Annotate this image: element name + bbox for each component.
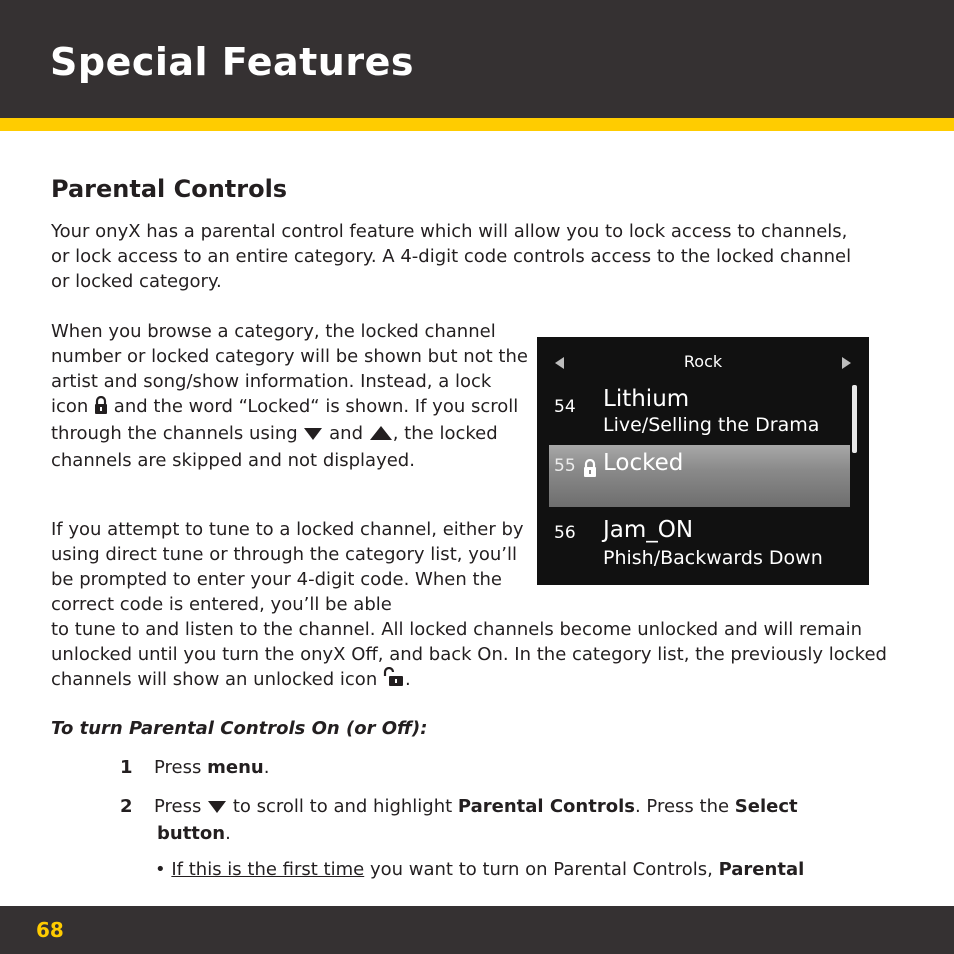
- unlock-paragraph: [51, 617, 901, 694]
- page-number: 68: [36, 918, 64, 942]
- lock-icon: [94, 396, 108, 421]
- step-2: [120, 794, 860, 846]
- step-text: .: [263, 757, 270, 778]
- scrollbar-thumb: [852, 385, 857, 453]
- channel-title: Lithium: [603, 386, 690, 412]
- channel-number: 55: [554, 456, 576, 476]
- button-label: button: [157, 823, 226, 844]
- step-text: . Press the: [634, 796, 730, 817]
- step-number: 2: [120, 796, 133, 817]
- step-text: .: [225, 823, 231, 844]
- channel-title: Jam_ON: [603, 517, 694, 543]
- unlock-text-a: to tune to and listen to the channel. All locked channels become unlocked and will remain unlocked until you turn the onyX Off, and back On. In the category list, the previously locked channels will show an unlocked icon: [51, 619, 887, 690]
- channel-subtitle: Live/Selling the Drama: [603, 414, 820, 436]
- select-label: Select: [734, 796, 798, 817]
- parental-label: Parental: [718, 859, 805, 880]
- step-number: 1: [120, 757, 133, 778]
- browse-paragraph: [51, 319, 531, 473]
- browse-text-b: and the word “Locked“ is shown. If you scroll through the channels using: [51, 396, 519, 444]
- section-heading: Parental Controls: [51, 175, 288, 203]
- tune-paragraph: If you attempt to tune to a locked channel, either by using direct tune or through the category list, you’ll be prompted to enter your 4-digit code. When the correct code is entered, you’ll be able: [51, 519, 524, 615]
- up-arrow-icon: [369, 423, 393, 448]
- step-text: Press: [154, 757, 202, 778]
- intro-paragraph: Your onyX has a parental control feature which will allow you to lock access to channels, or lock access to an entire category. A 4-digit code controls access to the locked channel or locked category.: [51, 221, 852, 292]
- parental-controls-label: Parental Controls: [457, 796, 635, 817]
- step-text: Press: [154, 796, 202, 817]
- step-text: to scroll to and highlight: [232, 796, 453, 817]
- down-arrow-icon: [207, 796, 227, 821]
- page-footer: [0, 906, 954, 954]
- first-time-text: If this is the first time: [171, 859, 365, 880]
- bullet-mark: •: [155, 859, 166, 880]
- browse-text-a: When you browse a category, the locked channel number or locked category will be shown but not the artist and song/show information. Instead, a lock icon: [51, 321, 528, 417]
- unlock-text-b: .: [404, 669, 411, 690]
- channel-title: Locked: [603, 450, 684, 476]
- step-continuation: [120, 821, 860, 846]
- channel-row-locked: [549, 445, 850, 507]
- browse-text-d: , the locked channels are skipped and not displayed.: [51, 423, 498, 471]
- channel-number: 56: [554, 523, 576, 543]
- channel-subtitle: Phish/Backwards Down: [603, 547, 823, 569]
- channel-row: [549, 517, 849, 579]
- channel-row: [549, 383, 849, 445]
- device-screen: [537, 337, 869, 585]
- lock-icon: [583, 459, 597, 481]
- instructions-heading: To turn Parental Controls On (or Off):: [51, 718, 428, 739]
- page-header: [0, 0, 954, 118]
- down-arrow-icon: [303, 423, 323, 448]
- menu-label: menu: [207, 757, 264, 778]
- bullet-text: you want to turn on Parental Controls,: [369, 859, 713, 880]
- unlocked-icon: [383, 667, 405, 694]
- category-header: [537, 337, 869, 383]
- browse-text-c: and: [329, 423, 363, 444]
- page-title: Special Features: [50, 40, 414, 84]
- accent-bar: [0, 118, 954, 131]
- bullet-item: [155, 857, 804, 882]
- right-arrow-icon: [841, 354, 851, 373]
- category-name: Rock: [683, 352, 723, 371]
- channel-number: 54: [554, 397, 576, 417]
- step-1: [120, 755, 269, 780]
